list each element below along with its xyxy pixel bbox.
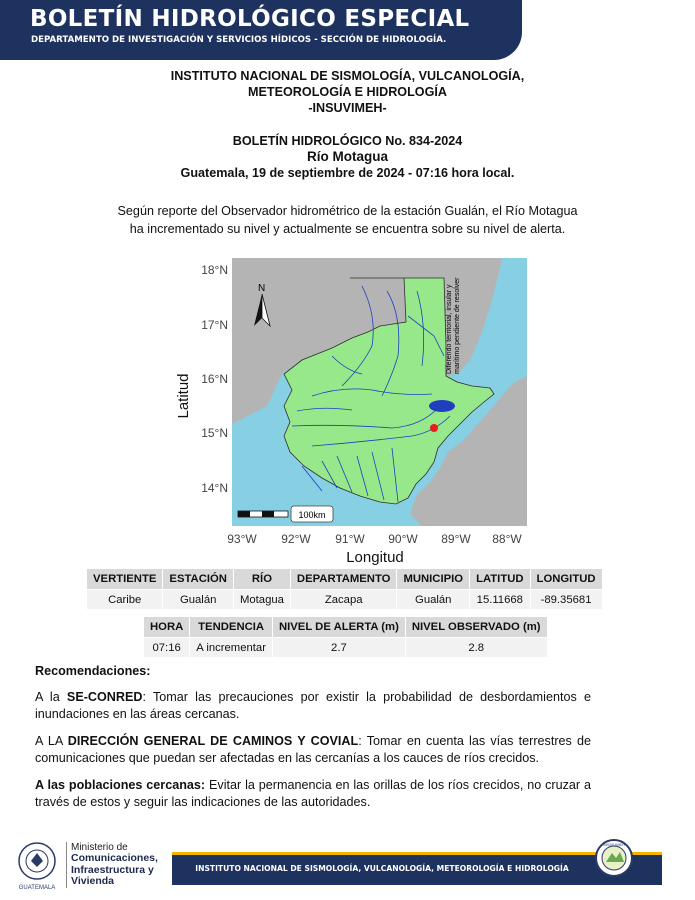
rec3-text: Evitar la permanencia en las orillas de los ríos crecidos, no cruzar a través de estos y seguir las indicaciones de las autoridades.: [35, 778, 591, 809]
cell-departamento: Zacapa: [290, 590, 397, 610]
rec1-text: : Tomar las precauciones por existir la probabilidad de desbordamientos e inundaciones en las áreas cercanas.: [35, 690, 591, 721]
river-name: Río Motagua: [307, 149, 388, 164]
y-tick-14: 14°N: [201, 481, 228, 495]
ministry-line-4: Vivienda: [71, 875, 114, 887]
cell-latitud: 15.11668: [470, 590, 530, 610]
y-tick-16: 16°N: [201, 372, 228, 386]
rec1-prefix: A la: [35, 690, 67, 704]
rec1-entity: SE-CONRED: [66, 690, 143, 704]
x-tick-91: 91°W: [335, 532, 365, 546]
cell-tendencia: A incrementar: [190, 638, 273, 658]
cell-longitud: -89.35681: [530, 590, 602, 610]
y-axis-label: Latitud: [175, 373, 192, 419]
insivumeh-seal-icon: [594, 838, 634, 878]
station-marker: [430, 424, 438, 432]
recommendations-heading: Recomendaciones:: [35, 664, 151, 678]
institution-line-2: METEOROLOGÍA E HIDROLOGÍA: [248, 85, 447, 99]
th-vertiente: VERTIENTE: [87, 569, 163, 590]
cell-estacion: Gualán: [163, 590, 234, 610]
level-table: [143, 616, 548, 658]
bulletin-number: BOLETÍN HIDROLÓGICO No. 834-2024: [232, 134, 463, 148]
intro-paragraph: [0, 202, 695, 238]
cell-rio: Motagua: [233, 590, 290, 610]
x-tick-92: 92°W: [281, 532, 311, 546]
institution-block: [0, 68, 695, 116]
intro-line-2: ha incrementado su nivel y actualmente se encuentra sobre su nivel de alerta.: [129, 222, 566, 236]
cell-hora: 07:16: [144, 638, 190, 658]
intro-line-1: Según reporte del Observador hidrométrico de la estación Gualán, el Río Motagua: [117, 204, 578, 218]
cell-vertiente: Caribe: [87, 590, 163, 610]
th-nivel-observado: NIVEL OBSERVADO (m): [405, 617, 547, 638]
y-tick-17: 17°N: [201, 318, 228, 332]
y-tick-18: 18°N: [201, 263, 228, 277]
x-axis: [227, 532, 522, 546]
th-estacion: ESTACIÓN: [163, 569, 234, 590]
station-table-header: [87, 569, 603, 590]
level-table-header: [144, 617, 548, 638]
x-axis-label: Longitud: [346, 549, 404, 566]
bulletin-title: BOLETÍN HIDROLÓGICO ESPECIAL: [30, 6, 470, 32]
dispute-label: [446, 277, 461, 374]
th-rio: RÍO: [233, 569, 290, 590]
dispute-line-2: marítimo pendiente de resolver: [454, 277, 461, 374]
cell-municipio: Gualán: [397, 590, 470, 610]
th-hora: HORA: [144, 617, 190, 638]
bulletin-datetime: Guatemala, 19 de septiembre de 2024 - 07:16 hora local.: [180, 166, 515, 180]
rec2-entity: DIRECCIÓN GENERAL DE CAMINOS Y COVIAL: [67, 734, 359, 748]
cell-nivel-alerta: 2.7: [272, 638, 405, 658]
ministry-line-3: Infraestructura y: [71, 863, 154, 876]
recommendation-caminos: [35, 733, 591, 767]
bulletin-info: [0, 133, 695, 181]
y-axis: [201, 263, 228, 495]
x-tick-93: 93°W: [227, 532, 257, 546]
recommendation-conred: [35, 689, 591, 723]
rec3-entity: A las poblaciones cercanas:: [35, 778, 206, 792]
rec2-prefix: A LA: [35, 734, 68, 748]
logo-text: GUATEMALA: [18, 885, 56, 891]
table-row: [87, 590, 603, 610]
th-departamento: DEPARTAMENTO: [290, 569, 397, 590]
x-tick-88: 88°W: [492, 532, 522, 546]
ministry-name: [66, 842, 158, 888]
recommendation-poblaciones: [35, 777, 591, 811]
th-latitud: LATITUD: [470, 569, 530, 590]
th-nivel-alerta: NIVEL DE ALERTA (m): [272, 617, 405, 638]
th-municipio: MUNICIPIO: [397, 569, 470, 590]
dispute-line-1: Diferendo territorial, insular y: [446, 284, 453, 374]
footer-bar: [172, 852, 662, 885]
map-lake-izabal: [429, 400, 455, 412]
recommendations: [35, 663, 591, 821]
cell-nivel-observado: 2.8: [405, 638, 547, 658]
footer-institute: INSTITUTO NACIONAL DE SISMOLOGÍA, VULCANOLOGÍA, METEOROLOGÍA E HIDROLOGÍA: [195, 864, 569, 873]
th-tendencia: TENDENCIA: [190, 617, 273, 638]
north-label: N: [258, 283, 266, 294]
table-row: [144, 638, 548, 658]
header-banner: [0, 0, 522, 60]
institution-line-1: INSTITUTO NACIONAL DE SISMOLOGÍA, VULCANOLOGÍA,: [170, 69, 525, 83]
seal-text: INSIVUMEH: [602, 842, 626, 847]
scale-label: 100km: [298, 510, 326, 520]
rec2-text: : Tomar en cuenta las vías terrestres de comunicaciones que puedan ser afectadas en las cercanías a los cauces de ríos crecidos.: [35, 734, 592, 765]
guatemala-seal-icon: [14, 839, 60, 891]
x-tick-89: 89°W: [441, 532, 471, 546]
y-tick-15: 15°N: [201, 426, 228, 440]
station-map: [172, 256, 530, 566]
department-subtitle: DEPARTAMENTO DE INVESTIGACIÓN Y SERVICIOS HÍDICOS - SECCIÓN DE HIDROLOGÍA.: [31, 35, 447, 45]
institution-line-3: -INSUVIMEH-: [308, 101, 387, 115]
ministry-line-2: Comunicaciones,: [71, 852, 158, 864]
ministry-line-1: Ministerio de: [71, 842, 128, 853]
th-longitud: LONGITUD: [530, 569, 602, 590]
station-table: [86, 568, 603, 610]
x-tick-90: 90°W: [388, 532, 418, 546]
